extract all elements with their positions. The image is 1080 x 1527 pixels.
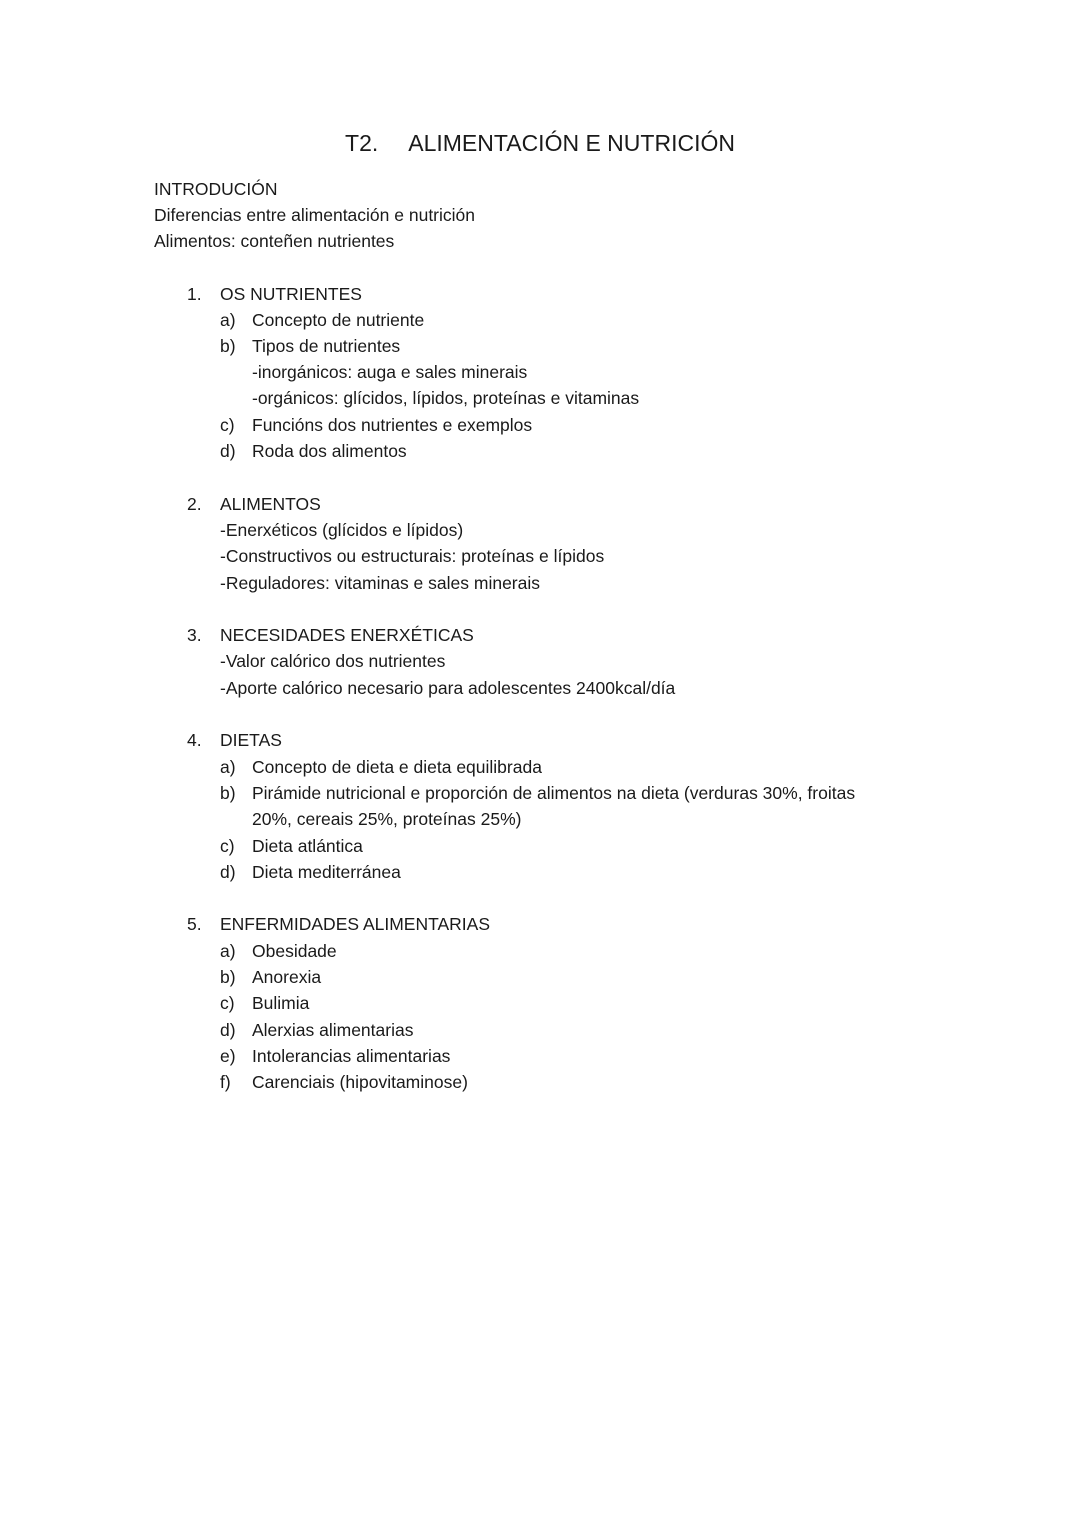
section-title: ENFERMIDADES ALIMENTARIAS [220, 914, 491, 934]
section-number: 4. [187, 730, 202, 750]
list-item: Roda dos alimentos [252, 441, 407, 461]
item-letter: b) [220, 783, 236, 803]
item-detail: -orgánicos: glícidos, lípidos, proteínas e vitaminas [252, 388, 640, 408]
list-item: Carenciais (hipovitaminose) [252, 1072, 468, 1092]
intro-line: Alimentos: conteñen nutrientes [154, 231, 395, 251]
list-item: Dieta atlántica [252, 836, 363, 856]
list-item: Obesidade [252, 941, 337, 961]
list-item: Concepto de nutriente [252, 310, 425, 330]
intro-line: Diferencias entre alimentación e nutrición [154, 205, 475, 225]
item-letter: a) [220, 941, 236, 961]
list-item: Bulimia [252, 993, 310, 1013]
item-letter: d) [220, 862, 236, 882]
intro-heading: INTRODUCIÓN [154, 179, 278, 199]
list-item: Concepto de dieta e dieta equilibrada [252, 757, 542, 777]
section-line: -Valor calórico dos nutrientes [220, 651, 446, 671]
item-letter: a) [220, 757, 236, 777]
title-number: T2. [345, 130, 379, 156]
list-item: Anorexia [252, 967, 322, 987]
item-letter: c) [220, 415, 235, 435]
item-letter: e) [220, 1046, 236, 1066]
item-letter: b) [220, 967, 236, 987]
item-detail: -inorgánicos: auga e sales minerais [252, 362, 528, 382]
section-number: 2. [187, 494, 202, 514]
section-title: DIETAS [220, 730, 282, 750]
section-line: -Constructivos ou estructurais: proteínas e lípidos [220, 546, 605, 566]
item-letter: c) [220, 993, 235, 1013]
item-continuation: 20%, cereais 25%, proteínas 25%) [252, 809, 522, 829]
section-line: -Aporte calórico necesario para adolescentes 2400kcal/día [220, 678, 676, 698]
item-letter: f) [220, 1072, 231, 1092]
list-item: Tipos de nutrientes [252, 336, 401, 356]
list-item: Pirámide nutricional e proporción de alimentos na dieta (verduras 30%, froitas [252, 783, 856, 803]
title-text: ALIMENTACIÓN E NUTRICIÓN [408, 130, 735, 156]
section-title: OS NUTRIENTES [220, 284, 362, 304]
section-number: 3. [187, 625, 202, 645]
list-item: Alerxias alimentarias [252, 1020, 414, 1040]
list-item: Funcións dos nutrientes e exemplos [252, 415, 533, 435]
section-line: -Enerxéticos (glícidos e lípidos) [220, 520, 464, 540]
section-number: 5. [187, 914, 202, 934]
item-letter: c) [220, 836, 235, 856]
item-letter: a) [220, 310, 236, 330]
section-number: 1. [187, 284, 202, 304]
item-letter: d) [220, 441, 236, 461]
section-title: NECESIDADES ENERXÉTICAS [220, 625, 474, 645]
section-line: -Reguladores: vitaminas e sales minerais [220, 573, 540, 593]
list-item: Dieta mediterránea [252, 862, 401, 882]
section-title: ALIMENTOS [220, 494, 321, 514]
document-title [0, 130, 1080, 157]
item-letter: b) [220, 336, 236, 356]
list-item: Intolerancias alimentarias [252, 1046, 451, 1066]
item-letter: d) [220, 1020, 236, 1040]
